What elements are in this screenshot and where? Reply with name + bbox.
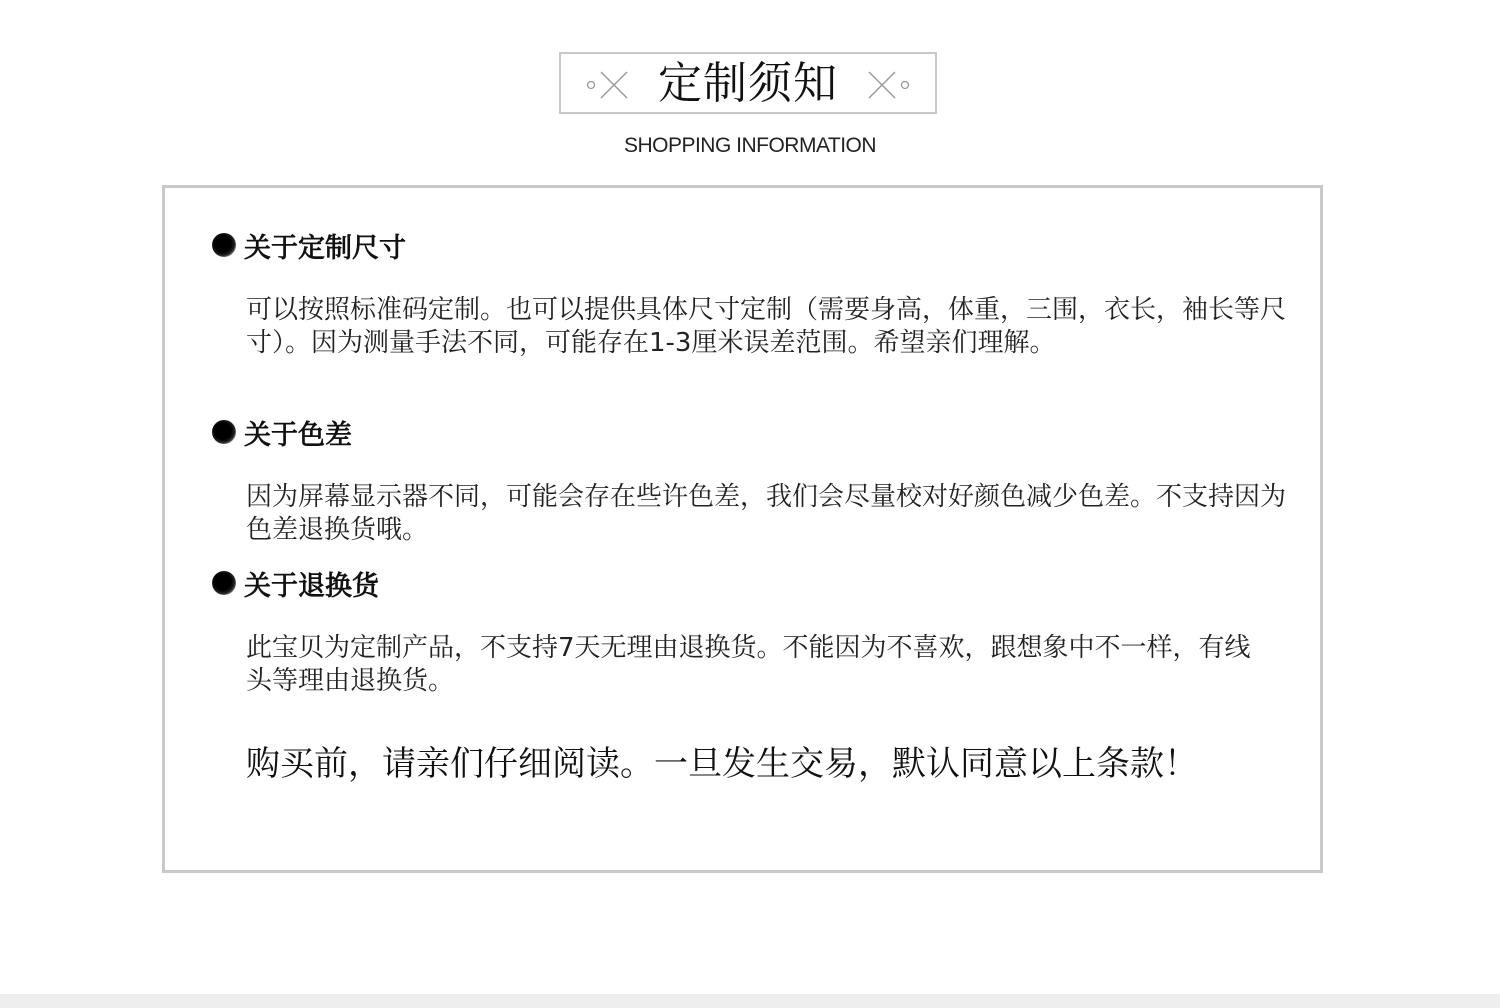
section-heading-color [212,415,352,449]
section-body-color: 因为屏幕显示器不同，可能会存在些许色差，我们会尽量校对好颜色减少色差。不支持因为色差退换货哦。 [246,482,1287,545]
section-heading-text: 关于退换货 [244,570,379,602]
bullet-dot-icon [212,420,236,444]
bottom-bar [0,994,1500,1008]
section-heading-text: 关于定制尺寸 [244,232,406,264]
bullet-dot-icon [212,571,236,595]
page-title: 定制须知 [658,58,838,109]
bullet-dot-icon [212,233,236,257]
circle-cross-ornament-icon [863,68,911,102]
section-body-returns: 此宝贝为定制产品，不支持7天无理由退换货。不能因为不喜欢，跟想象中不一样，有线头等理由退换货。 [246,633,1251,696]
page-subtitle: SHOPPING INFORMATION [623,134,877,157]
section-body-size: 可以按照标准码定制。也可以提供具体尺寸定制（需要身高，体重，三围，衣长，袖长等尺寸）。因为测量手法不同，可能存在1-3厘米误差范围。希望亲们理解。 [246,295,1287,358]
section-heading-text: 关于色差 [244,419,352,451]
title-box [559,52,937,114]
section-heading-size [212,228,406,262]
closing-notice: 购买前，请亲们仔细阅读。一旦发生交易，默认同意以上条款！ [246,744,1198,784]
section-heading-returns [212,566,379,600]
